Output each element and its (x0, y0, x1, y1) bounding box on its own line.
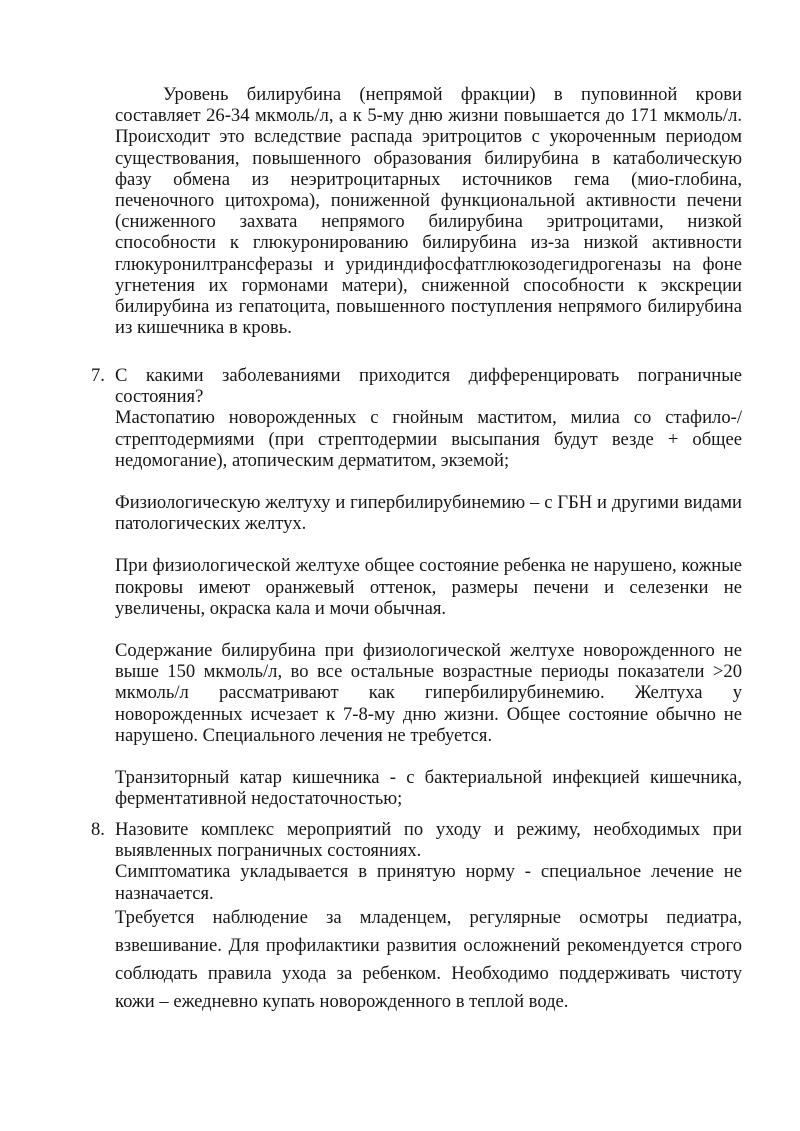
answer-paragraph: При физиологической желтухе общее состояние ребенка не нарушено, кожные покровы имеют оранжевый оттенок, размеры печени и селезенки не увеличены, окраска кала и мочи обычная. (115, 555, 742, 619)
item-body (115, 365, 742, 809)
item-number: 8. (91, 819, 105, 840)
answer-paragraph: Транзиторный катар кишечника - с бактериальной инфекцией кишечника, ферментативной недостаточностью; (115, 767, 742, 810)
question-item-8 (91, 819, 742, 1016)
answer-paragraph: Содержание билирубина при физиологической желтухе новорожденного не выше 150 мкмоль/л, во все остальные возрастные периоды показатели >20 мкмоль/л рассматривают как гипербилирубинемию. Желтуха у новорожденных исчезает к 7-8-му дню жизни. Общее состояние обычно не нарушено. Специального лечения не требуется. (115, 640, 742, 746)
answer-paragraph: Симптоматика укладывается в принятую норму - специальное лечение не назначается. (115, 861, 742, 904)
answer-paragraph: Мастопатию новорожденных с гнойным маститом, милиа со стафило-/стрептодермиями (при стрептодермии высыпания будут везде + общее недомогание), атопическим дерматитом, экземой; (115, 407, 742, 471)
question-text: С какими заболеваниями приходится дифференцировать пограничные состояния? (115, 365, 742, 408)
answer-paragraph: Требуется наблюдение за младенцем, регулярные осмотры педиатра, взвешивание. Для профилактики развития осложнений рекомендуется строго соблюдать правила ухода за ребенком. Необходимо поддерживать чистоту кожи – ежедневно купать новорожденного в теплой воде. (115, 906, 742, 1012)
intro-paragraph: Уровень билирубина (непрямой фракции) в пуповинной крови составляет 26-34 мкмоль/л, а к 5-му дню жизни повышается до 171 мкмоль/л. Происходит это вследствие распада эритроцитов с укороченным периодом существования, повышенного образования билирубина в катаболическую фазу обмена из неэритроцитарных источников гема (мио-глобина, печеночного цитохрома), пониженной функциональной активности печени (сниженного захвата непрямого билирубина эритроцитами, низкой способности к глюкуронированию билирубина из-за низкой активности глюкуронилтрансферазы и уридиндифосфатглюкозодегидрогеназы на фоне угнетения их гормонами матери), сниженной способности к экскреции билирубина из гепатоцита, повышенного поступления непрямого билирубина из кишечника в кровь. (115, 84, 742, 339)
item-number: 7. (91, 365, 105, 386)
item-body (115, 819, 742, 1016)
question-item-7 (91, 365, 742, 809)
question-text: Назовите комплекс мероприятий по уходу и режиму, необходимых при выявленных пограничных состояниях. (115, 819, 742, 862)
answer-paragraph: Физиологическую желтуху и гипербилирубинемию – с ГБН и другими видами патологических желтух. (115, 492, 742, 535)
